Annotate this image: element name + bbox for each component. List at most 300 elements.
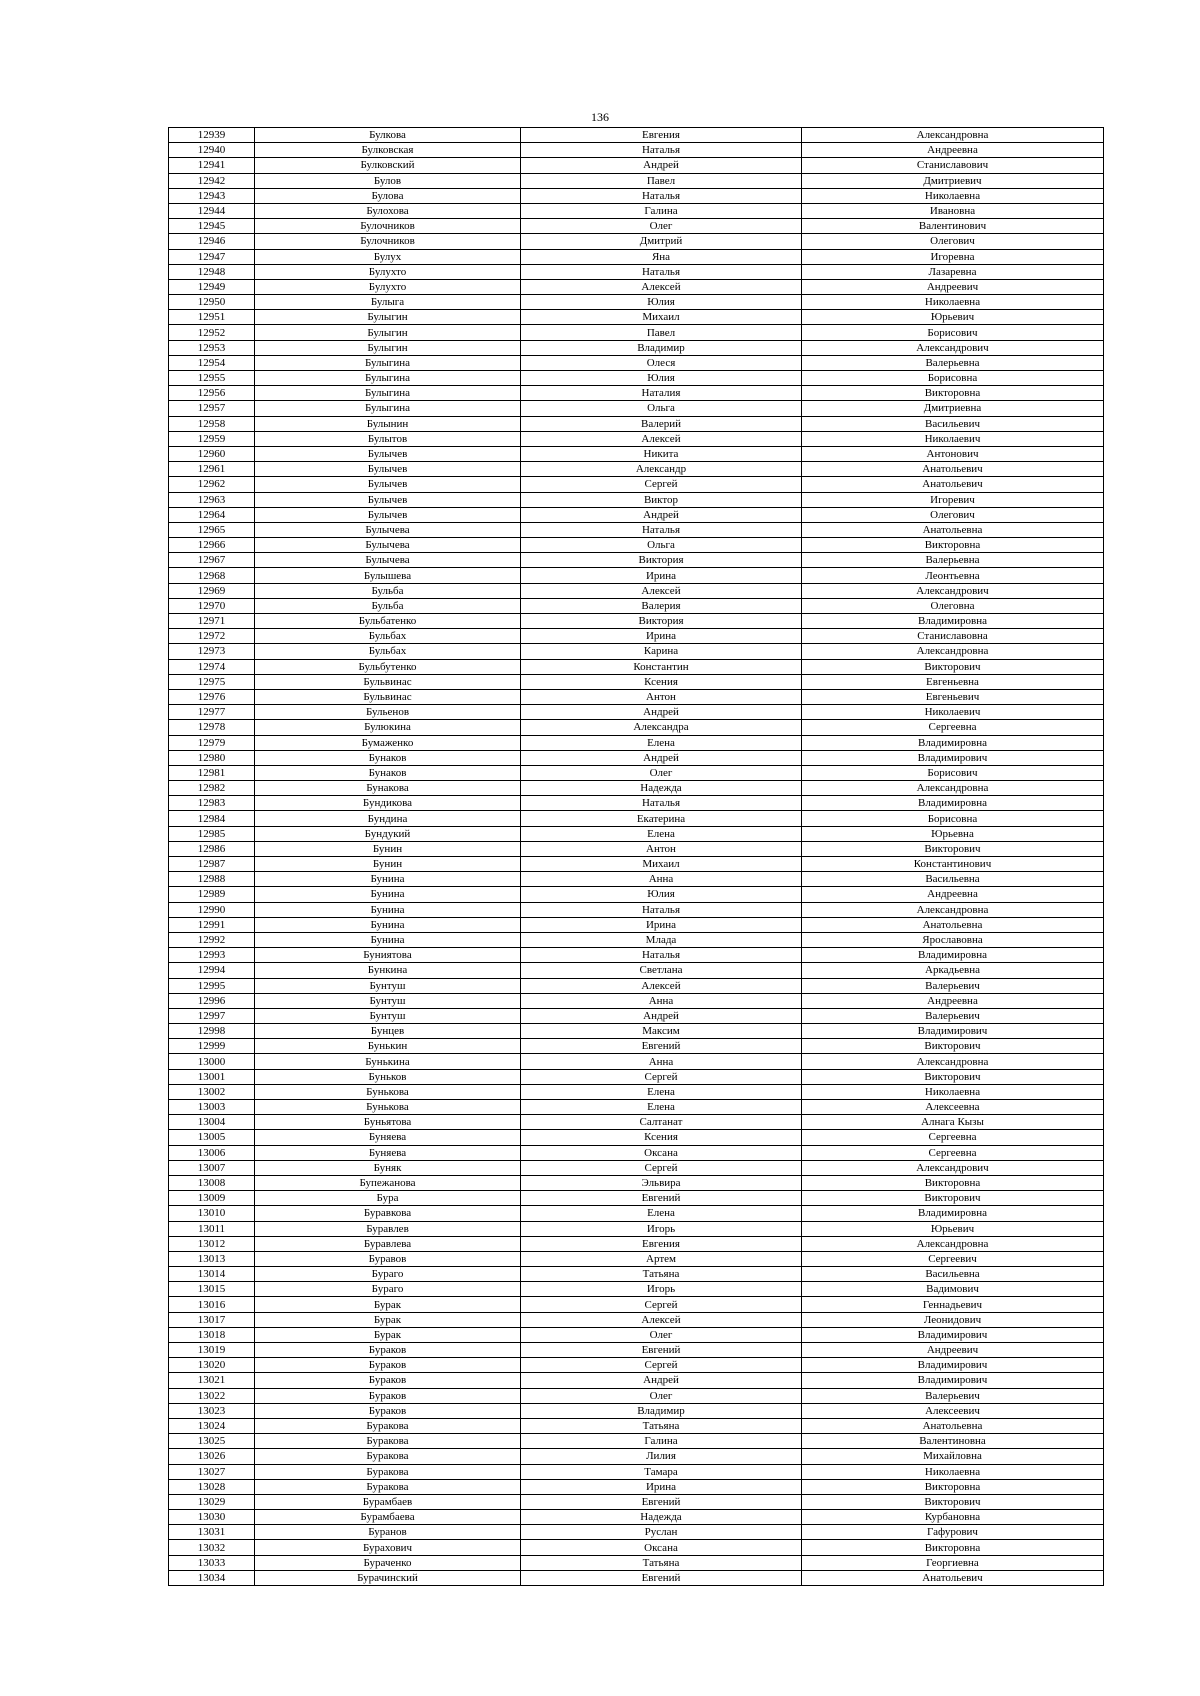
last-name-cell: Бундукий (255, 826, 521, 841)
last-name-cell: Булыгин (255, 310, 521, 325)
first-name-cell: Анна (521, 872, 802, 887)
first-name-cell: Сергей (521, 1160, 802, 1175)
last-name-cell: Бульвинас (255, 689, 521, 704)
table-row (169, 340, 1104, 355)
record-number-cell: 12946 (169, 234, 255, 249)
last-name-cell: Бурамбаева (255, 1510, 521, 1525)
patronymic-cell: Сергеевна (802, 1145, 1104, 1160)
first-name-cell: Светлана (521, 963, 802, 978)
patronymic-cell: Николаевна (802, 1464, 1104, 1479)
first-name-cell: Валерий (521, 416, 802, 431)
last-name-cell: Бура (255, 1191, 521, 1206)
table-row (169, 963, 1104, 978)
table-row (169, 598, 1104, 613)
patronymic-cell: Викторовна (802, 1540, 1104, 1555)
first-name-cell: Михаил (521, 310, 802, 325)
record-number-cell: 13027 (169, 1464, 255, 1479)
patronymic-cell: Анатольевна (802, 1418, 1104, 1433)
first-name-cell: Евгения (521, 1236, 802, 1251)
first-name-cell: Ирина (521, 1479, 802, 1494)
table-row (169, 371, 1104, 386)
record-number-cell: 12945 (169, 219, 255, 234)
table-row (169, 295, 1104, 310)
first-name-cell: Артем (521, 1251, 802, 1266)
first-name-cell: Алексей (521, 1312, 802, 1327)
table-row (169, 796, 1104, 811)
patronymic-cell: Дмитриевич (802, 173, 1104, 188)
patronymic-cell: Олеговна (802, 598, 1104, 613)
first-name-cell: Наталья (521, 188, 802, 203)
record-number-cell: 12944 (169, 203, 255, 218)
patronymic-cell: Владимирович (802, 1024, 1104, 1039)
table-row (169, 750, 1104, 765)
last-name-cell: Буняева (255, 1145, 521, 1160)
last-name-cell: Булышева (255, 568, 521, 583)
first-name-cell: Галина (521, 1434, 802, 1449)
patronymic-cell: Станиславович (802, 158, 1104, 173)
record-number-cell: 13016 (169, 1297, 255, 1312)
last-name-cell: Бураков (255, 1388, 521, 1403)
record-number-cell: 12979 (169, 735, 255, 750)
record-number-cell: 12980 (169, 750, 255, 765)
first-name-cell: Елена (521, 1100, 802, 1115)
record-number-cell: 13005 (169, 1130, 255, 1145)
last-name-cell: Бурак (255, 1297, 521, 1312)
first-name-cell: Елена (521, 1084, 802, 1099)
table-row (169, 948, 1104, 963)
first-name-cell: Игорь (521, 1221, 802, 1236)
record-number-cell: 12995 (169, 978, 255, 993)
first-name-cell: Карина (521, 644, 802, 659)
first-name-cell: Ольга (521, 538, 802, 553)
first-name-cell: Сергей (521, 1069, 802, 1084)
patronymic-cell: Борисовна (802, 371, 1104, 386)
record-number-cell: 12975 (169, 674, 255, 689)
last-name-cell: Бульбатенко (255, 614, 521, 629)
table-row (169, 1160, 1104, 1175)
patronymic-cell: Дмитриевна (802, 401, 1104, 416)
table-row (169, 872, 1104, 887)
first-name-cell: Ольга (521, 401, 802, 416)
first-name-cell: Юлия (521, 295, 802, 310)
patronymic-cell: Васильевна (802, 872, 1104, 887)
record-number-cell: 12948 (169, 264, 255, 279)
table-row (169, 158, 1104, 173)
record-number-cell: 12981 (169, 765, 255, 780)
table-row (169, 1069, 1104, 1084)
patronymic-cell: Владимирович (802, 750, 1104, 765)
table-row (169, 1115, 1104, 1130)
record-number-cell: 13031 (169, 1525, 255, 1540)
first-name-cell: Елена (521, 1206, 802, 1221)
last-name-cell: Буравкова (255, 1206, 521, 1221)
last-name-cell: Булочников (255, 219, 521, 234)
last-name-cell: Бунина (255, 902, 521, 917)
table-row (169, 1267, 1104, 1282)
first-name-cell: Екатерина (521, 811, 802, 826)
last-name-cell: Бупежанова (255, 1175, 521, 1190)
table-row (169, 1327, 1104, 1342)
patronymic-cell: Александровна (802, 781, 1104, 796)
table-row (169, 416, 1104, 431)
last-name-cell: Буняк (255, 1160, 521, 1175)
first-name-cell: Оксана (521, 1540, 802, 1555)
patronymic-cell: Вадимович (802, 1282, 1104, 1297)
record-number-cell: 13023 (169, 1403, 255, 1418)
record-number-cell: 12977 (169, 705, 255, 720)
table-row (169, 1175, 1104, 1190)
first-name-cell: Лилия (521, 1449, 802, 1464)
table-row (169, 1039, 1104, 1054)
patronymic-cell: Владимирович (802, 1358, 1104, 1373)
first-name-cell: Елена (521, 735, 802, 750)
table-row (169, 128, 1104, 143)
patronymic-cell: Александровна (802, 902, 1104, 917)
first-name-cell: Надежда (521, 1510, 802, 1525)
record-number-cell: 13006 (169, 1145, 255, 1160)
record-number-cell: 12957 (169, 401, 255, 416)
patronymic-cell: Валерьевич (802, 1008, 1104, 1023)
table-row (169, 1236, 1104, 1251)
patronymic-cell: Алексеевич (802, 1403, 1104, 1418)
last-name-cell: Бунина (255, 887, 521, 902)
record-number-cell: 13001 (169, 1069, 255, 1084)
table-row (169, 1434, 1104, 1449)
patronymic-cell: Николаевна (802, 188, 1104, 203)
patronymic-cell: Александровна (802, 128, 1104, 143)
table-row (169, 659, 1104, 674)
record-number-cell: 12994 (169, 963, 255, 978)
record-number-cell: 12955 (169, 371, 255, 386)
last-name-cell: Буранов (255, 1525, 521, 1540)
last-name-cell: Бураченко (255, 1555, 521, 1570)
patronymic-cell: Николаевич (802, 705, 1104, 720)
record-number-cell: 13008 (169, 1175, 255, 1190)
table-row (169, 1525, 1104, 1540)
patronymic-cell: Николаевич (802, 431, 1104, 446)
record-number-cell: 12985 (169, 826, 255, 841)
record-number-cell: 12952 (169, 325, 255, 340)
patronymic-cell: Станиславовна (802, 629, 1104, 644)
last-name-cell: Булух (255, 249, 521, 264)
first-name-cell: Ирина (521, 629, 802, 644)
table-row (169, 1418, 1104, 1433)
patronymic-cell: Курбановна (802, 1510, 1104, 1525)
record-number-cell: 12973 (169, 644, 255, 659)
table-row (169, 629, 1104, 644)
first-name-cell: Антон (521, 689, 802, 704)
table-row (169, 1403, 1104, 1418)
first-name-cell: Михаил (521, 857, 802, 872)
record-number-cell: 12971 (169, 614, 255, 629)
patronymic-cell: Валерьевич (802, 1388, 1104, 1403)
last-name-cell: Буниятова (255, 948, 521, 963)
record-number-cell: 12996 (169, 993, 255, 1008)
last-name-cell: Бульенов (255, 705, 521, 720)
patronymic-cell: Сергеевич (802, 1251, 1104, 1266)
table-row (169, 1540, 1104, 1555)
record-number-cell: 12966 (169, 538, 255, 553)
table-row (169, 234, 1104, 249)
last-name-cell: Булычев (255, 462, 521, 477)
first-name-cell: Евгений (521, 1570, 802, 1585)
table-row (169, 446, 1104, 461)
table-row (169, 644, 1104, 659)
patronymic-cell: Борисовна (802, 811, 1104, 826)
record-number-cell: 13028 (169, 1479, 255, 1494)
table-row (169, 1251, 1104, 1266)
record-number-cell: 12959 (169, 431, 255, 446)
first-name-cell: Яна (521, 249, 802, 264)
last-name-cell: Бульбах (255, 644, 521, 659)
first-name-cell: Валерия (521, 598, 802, 613)
first-name-cell: Татьяна (521, 1555, 802, 1570)
first-name-cell: Константин (521, 659, 802, 674)
patronymic-cell: Викторовна (802, 538, 1104, 553)
last-name-cell: Буняева (255, 1130, 521, 1145)
table-row (169, 674, 1104, 689)
last-name-cell: Бунин (255, 841, 521, 856)
first-name-cell: Наталья (521, 902, 802, 917)
patronymic-cell: Борисович (802, 765, 1104, 780)
first-name-cell: Виктор (521, 492, 802, 507)
table-row (169, 841, 1104, 856)
table-row (169, 1084, 1104, 1099)
patronymic-cell: Викторович (802, 1069, 1104, 1084)
record-number-cell: 13003 (169, 1100, 255, 1115)
record-number-cell: 13021 (169, 1373, 255, 1388)
patronymic-cell: Георгиевна (802, 1555, 1104, 1570)
last-name-cell: Буньятова (255, 1115, 521, 1130)
patronymic-cell: Анатольевич (802, 1570, 1104, 1585)
last-name-cell: Булковская (255, 143, 521, 158)
last-name-cell: Бумаженко (255, 735, 521, 750)
patronymic-cell: Николаевна (802, 1084, 1104, 1099)
last-name-cell: Буравлев (255, 1221, 521, 1236)
first-name-cell: Олеся (521, 355, 802, 370)
last-name-cell: Булычева (255, 522, 521, 537)
record-number-cell: 13010 (169, 1206, 255, 1221)
record-number-cell: 13022 (169, 1388, 255, 1403)
first-name-cell: Анна (521, 1054, 802, 1069)
first-name-cell: Олег (521, 765, 802, 780)
table-row (169, 826, 1104, 841)
table-row (169, 1358, 1104, 1373)
table-row (169, 219, 1104, 234)
last-name-cell: Булова (255, 188, 521, 203)
first-name-cell: Максим (521, 1024, 802, 1039)
patronymic-cell: Викторович (802, 1191, 1104, 1206)
patronymic-cell: Сергеевна (802, 720, 1104, 735)
patronymic-cell: Александровна (802, 644, 1104, 659)
table-row (169, 887, 1104, 902)
first-name-cell: Никита (521, 446, 802, 461)
record-number-cell: 12976 (169, 689, 255, 704)
patronymic-cell: Александрович (802, 1160, 1104, 1175)
record-number-cell: 12982 (169, 781, 255, 796)
table-row (169, 264, 1104, 279)
last-name-cell: Бурамбаев (255, 1494, 521, 1509)
last-name-cell: Бурак (255, 1327, 521, 1342)
patronymic-cell: Ивановна (802, 203, 1104, 218)
last-name-cell: Булычев (255, 446, 521, 461)
patronymic-cell: Олегович (802, 507, 1104, 522)
table-row (169, 1555, 1104, 1570)
last-name-cell: Бунина (255, 917, 521, 932)
record-number-cell: 12962 (169, 477, 255, 492)
patronymic-cell: Викторовна (802, 1479, 1104, 1494)
table-row (169, 553, 1104, 568)
patronymic-cell: Борисович (802, 325, 1104, 340)
last-name-cell: Бульба (255, 583, 521, 598)
record-number-cell: 12963 (169, 492, 255, 507)
first-name-cell: Алексей (521, 431, 802, 446)
record-number-cell: 12964 (169, 507, 255, 522)
table-row (169, 902, 1104, 917)
record-number-cell: 13032 (169, 1540, 255, 1555)
table-row (169, 1373, 1104, 1388)
table-row (169, 1479, 1104, 1494)
first-name-cell: Евгения (521, 128, 802, 143)
last-name-cell: Булыгина (255, 371, 521, 386)
patronymic-cell: Владимировна (802, 735, 1104, 750)
last-name-cell: Булычева (255, 538, 521, 553)
table-row (169, 857, 1104, 872)
record-number-cell: 12941 (169, 158, 255, 173)
table-row (169, 538, 1104, 553)
first-name-cell: Виктория (521, 614, 802, 629)
first-name-cell: Сергей (521, 1297, 802, 1312)
last-name-cell: Булыгина (255, 355, 521, 370)
first-name-cell: Ксения (521, 1130, 802, 1145)
last-name-cell: Буракова (255, 1434, 521, 1449)
last-name-cell: Бунцев (255, 1024, 521, 1039)
last-name-cell: Булынин (255, 416, 521, 431)
patronymic-cell: Андреевич (802, 279, 1104, 294)
patronymic-cell: Александрович (802, 340, 1104, 355)
last-name-cell: Булухто (255, 264, 521, 279)
record-number-cell: 13024 (169, 1418, 255, 1433)
patronymic-cell: Анатольевна (802, 522, 1104, 537)
table-row (169, 1388, 1104, 1403)
first-name-cell: Юлия (521, 371, 802, 386)
first-name-cell: Владимир (521, 1403, 802, 1418)
table-row (169, 1297, 1104, 1312)
table-row (169, 1464, 1104, 1479)
record-number-cell: 13002 (169, 1084, 255, 1099)
patronymic-cell: Викторович (802, 1494, 1104, 1509)
record-number-cell: 12950 (169, 295, 255, 310)
table-row (169, 735, 1104, 750)
record-number-cell: 12998 (169, 1024, 255, 1039)
last-name-cell: Булыгина (255, 386, 521, 401)
record-number-cell: 13033 (169, 1555, 255, 1570)
last-name-cell: Бунтуш (255, 1008, 521, 1023)
last-name-cell: Булыга (255, 295, 521, 310)
last-name-cell: Бундикова (255, 796, 521, 811)
table-row (169, 355, 1104, 370)
last-name-cell: Булычев (255, 477, 521, 492)
first-name-cell: Ирина (521, 568, 802, 583)
last-name-cell: Буракова (255, 1479, 521, 1494)
patronymic-cell: Гафурович (802, 1525, 1104, 1540)
patronymic-cell: Алнага Кызы (802, 1115, 1104, 1130)
table-row (169, 1054, 1104, 1069)
first-name-cell: Игорь (521, 1282, 802, 1297)
last-name-cell: Булкова (255, 128, 521, 143)
first-name-cell: Евгений (521, 1191, 802, 1206)
first-name-cell: Алексей (521, 978, 802, 993)
last-name-cell: Бурак (255, 1312, 521, 1327)
last-name-cell: Буравов (255, 1251, 521, 1266)
last-name-cell: Бураков (255, 1373, 521, 1388)
record-number-cell: 12970 (169, 598, 255, 613)
patronymic-cell: Юрьевич (802, 310, 1104, 325)
record-number-cell: 12967 (169, 553, 255, 568)
last-name-cell: Булыгин (255, 325, 521, 340)
patronymic-cell: Андреевна (802, 887, 1104, 902)
table-row (169, 1494, 1104, 1509)
record-number-cell: 13007 (169, 1160, 255, 1175)
first-name-cell: Олег (521, 1327, 802, 1342)
last-name-cell: Бурачинский (255, 1570, 521, 1585)
patronymic-cell: Викторович (802, 1039, 1104, 1054)
last-name-cell: Булочников (255, 234, 521, 249)
patronymic-cell: Владимировна (802, 1206, 1104, 1221)
record-number-cell: 13000 (169, 1054, 255, 1069)
first-name-cell: Млада (521, 932, 802, 947)
table-row (169, 203, 1104, 218)
patronymic-cell: Евгеньевич (802, 689, 1104, 704)
record-number-cell: 12939 (169, 128, 255, 143)
table-row (169, 279, 1104, 294)
patronymic-cell: Антонович (802, 446, 1104, 461)
record-number-cell: 13013 (169, 1251, 255, 1266)
table-row (169, 765, 1104, 780)
last-name-cell: Булов (255, 173, 521, 188)
table-row (169, 1008, 1104, 1023)
last-name-cell: Буравлева (255, 1236, 521, 1251)
record-number-cell: 12953 (169, 340, 255, 355)
first-name-cell: Ирина (521, 917, 802, 932)
first-name-cell: Ксения (521, 674, 802, 689)
patronymic-cell: Викторовна (802, 386, 1104, 401)
patronymic-cell: Анатольевич (802, 462, 1104, 477)
table-row (169, 507, 1104, 522)
patronymic-cell: Викторовна (802, 1175, 1104, 1190)
record-number-cell: 12943 (169, 188, 255, 203)
last-name-cell: Бульба (255, 598, 521, 613)
patronymic-cell: Андреевна (802, 143, 1104, 158)
record-number-cell: 12951 (169, 310, 255, 325)
patronymic-cell: Андреевна (802, 993, 1104, 1008)
patronymic-cell: Владимировна (802, 614, 1104, 629)
table-row (169, 462, 1104, 477)
last-name-cell: Булытов (255, 431, 521, 446)
record-number-cell: 12991 (169, 917, 255, 932)
table-row (169, 310, 1104, 325)
table-row (169, 978, 1104, 993)
patronymic-cell: Валентиновна (802, 1434, 1104, 1449)
table-row (169, 1312, 1104, 1327)
record-number-cell: 12990 (169, 902, 255, 917)
patronymic-cell: Юрьевна (802, 826, 1104, 841)
last-name-cell: Булычев (255, 492, 521, 507)
patronymic-cell: Васильевич (802, 416, 1104, 431)
first-name-cell: Сергей (521, 477, 802, 492)
table-row (169, 522, 1104, 537)
patronymic-cell: Аркадьевна (802, 963, 1104, 978)
